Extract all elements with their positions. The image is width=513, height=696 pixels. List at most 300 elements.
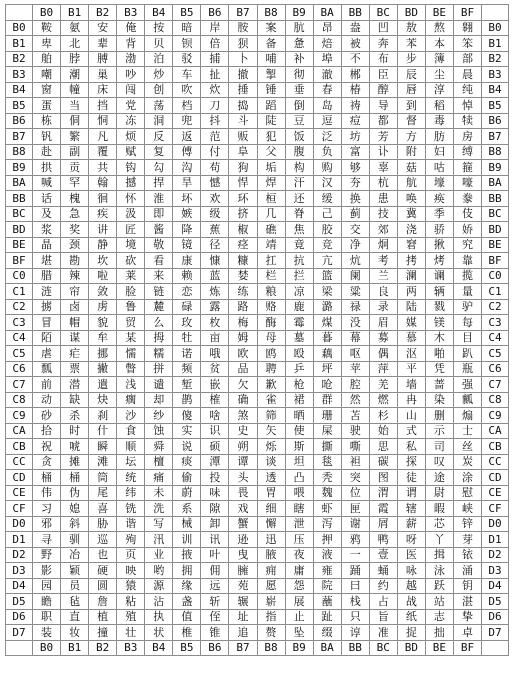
character-cell: 患: [369, 191, 397, 207]
table-row: [6, 206, 509, 222]
character-cell: 只: [341, 609, 369, 625]
table-row: [6, 113, 509, 129]
character-cell: 圆: [89, 578, 117, 594]
character-cell: 级: [201, 206, 229, 222]
character-cell: 系: [173, 501, 201, 517]
character-cell: 歉: [257, 377, 285, 393]
character-cell: 桶: [33, 470, 61, 486]
character-cell: 瞻: [33, 594, 61, 610]
character-cell: 豢: [453, 191, 481, 207]
character-cell: 殴: [285, 346, 313, 362]
character-cell: 庸: [285, 563, 313, 579]
character-cell: 突: [341, 470, 369, 486]
row-header-right: D6: [482, 609, 509, 625]
character-cell: 刹: [89, 408, 117, 424]
column-header: B0: [33, 640, 61, 656]
character-cell: 慕: [397, 330, 425, 346]
character-cell: 驴: [453, 299, 481, 315]
character-cell: 饭: [285, 129, 313, 145]
character-cell: 霞: [369, 501, 397, 517]
character-cell: 补: [285, 51, 313, 67]
row-header-right: BF: [482, 253, 509, 269]
character-cell: 犯: [257, 129, 285, 145]
character-cell: 晨: [453, 67, 481, 83]
row-header-left: B7: [6, 129, 33, 145]
table-row: [6, 485, 509, 501]
character-cell: 闯: [117, 82, 145, 98]
character-cell: 途: [425, 470, 453, 486]
column-header: B2: [89, 5, 117, 21]
character-cell: 潭: [201, 454, 229, 470]
character-cell: 阜: [229, 144, 257, 160]
character-cell: 渭: [369, 485, 397, 501]
character-cell: 燃: [369, 392, 397, 408]
table-row: [6, 268, 509, 284]
character-cell: 煞: [229, 408, 257, 424]
character-cell: 窘: [397, 237, 425, 253]
character-cell: 彻: [285, 67, 313, 83]
character-cell: 壹: [369, 547, 397, 563]
character-cell: 缓: [313, 191, 341, 207]
column-header-row-bottom: [6, 640, 509, 656]
column-header: BE: [425, 5, 453, 21]
character-cell: 坪: [313, 361, 341, 377]
character-cell: 垢: [257, 160, 285, 176]
character-cell: 枪: [285, 377, 313, 393]
character-cell: 志: [425, 609, 453, 625]
character-cell: 岸: [201, 20, 229, 36]
character-cell: 犊: [453, 113, 481, 129]
character-cell: 谴: [145, 377, 173, 393]
table-row: [6, 299, 509, 315]
character-cell: 喜: [89, 501, 117, 517]
character-cell: 到: [397, 98, 425, 114]
table-row: [6, 98, 509, 114]
character-cell: 嘶: [341, 439, 369, 455]
character-cell: 墓: [285, 330, 313, 346]
character-cell: 繁: [61, 129, 89, 145]
character-cell: 挤: [229, 206, 257, 222]
character-cell: 蓟: [341, 206, 369, 222]
row-header-right: D2: [482, 547, 509, 563]
character-cell: 帘: [61, 284, 89, 300]
character-cell: 筒: [89, 470, 117, 486]
character-cell: 源: [145, 578, 173, 594]
character-cell: 烦: [117, 129, 145, 145]
character-cell: 薪: [397, 516, 425, 532]
character-cell: 还: [285, 191, 313, 207]
character-cell: 汲: [117, 206, 145, 222]
character-cell: 靖: [257, 237, 285, 253]
character-cell: 沤: [397, 346, 425, 362]
character-cell: 汛: [145, 532, 173, 548]
table-row: [6, 237, 509, 253]
character-cell: 备: [257, 36, 285, 52]
table-row: [6, 470, 509, 486]
character-cell: 纬: [117, 485, 145, 501]
character-cell: 澈: [313, 67, 341, 83]
character-cell: 沾: [145, 594, 173, 610]
character-cell: 邪: [33, 516, 61, 532]
character-cell: 辆: [425, 284, 453, 300]
table-row: [6, 625, 509, 641]
character-cell: 缺: [61, 392, 89, 408]
character-cell: 案: [257, 20, 285, 36]
character-cell: 麓: [145, 299, 173, 315]
character-cell: 按: [145, 20, 173, 36]
character-cell: 傻: [173, 408, 201, 424]
row-header-right: B6: [482, 113, 509, 129]
character-cell: 赖: [173, 268, 201, 284]
character-cell: 懦: [117, 346, 145, 362]
character-cell: 械: [173, 516, 201, 532]
character-cell: 蛹: [369, 563, 397, 579]
character-cell: 鲁: [117, 299, 145, 315]
character-cell: 枚: [201, 315, 229, 331]
character-cell: 殉: [117, 532, 145, 548]
character-cell: 敖: [397, 20, 425, 36]
row-header-left: D3: [6, 563, 33, 579]
character-cell: 裙: [285, 392, 313, 408]
table-row: [6, 454, 509, 470]
column-header-row-top: [6, 5, 509, 21]
column-header: B3: [117, 5, 145, 21]
character-cell: 掳: [33, 299, 61, 315]
character-cell: 倒: [285, 98, 313, 114]
character-cell: 瞥: [117, 361, 145, 377]
character-cell: 曰: [341, 578, 369, 594]
row-header-right: D3: [482, 563, 509, 579]
character-cell: 竟: [285, 237, 313, 253]
character-cell: 杉: [369, 408, 397, 424]
row-header-right: C6: [482, 361, 509, 377]
character-cell: 指: [257, 609, 285, 625]
character-cell: 旨: [369, 609, 397, 625]
character-cell: 撤: [229, 67, 257, 83]
table-row: [6, 222, 509, 238]
character-cell: 胁: [89, 516, 117, 532]
character-cell: 淮: [145, 191, 173, 207]
character-cell: 莱: [117, 268, 145, 284]
row-header-left: BF: [6, 253, 33, 269]
character-cell: 浅: [117, 377, 145, 393]
table-row: [6, 594, 509, 610]
character-cell: 床: [89, 82, 117, 98]
column-header: BC: [369, 640, 397, 656]
character-cell: 锌: [453, 516, 481, 532]
row-header-right: CE: [482, 485, 509, 501]
character-cell: 航: [397, 175, 425, 191]
character-cell: 构: [285, 160, 313, 176]
character-cell: 潞: [313, 299, 341, 315]
character-cell: 动: [33, 392, 61, 408]
character-cell: 实: [173, 423, 201, 439]
column-header: BB: [341, 640, 369, 656]
character-cell: 园: [33, 578, 61, 594]
character-cell: 徒: [397, 470, 425, 486]
character-cell: 壮: [117, 625, 145, 641]
row-header-right: C4: [482, 330, 509, 346]
character-cell: 缚: [453, 144, 481, 160]
character-cell: 埠: [313, 51, 341, 67]
character-cell: 净: [341, 237, 369, 253]
character-cell: 恋: [173, 284, 201, 300]
character-cell: 壕: [425, 175, 453, 191]
character-cell: 瞬: [89, 439, 117, 455]
character-cell: 看: [145, 253, 173, 269]
character-cell: 亢: [313, 253, 341, 269]
character-cell: 拷: [397, 253, 425, 269]
character-cell: 羌: [369, 377, 397, 393]
character-cell: 郊: [369, 222, 397, 238]
character-cell: 够: [341, 160, 369, 176]
character-cell: 沟: [173, 160, 201, 176]
character-cell: 脊: [285, 206, 313, 222]
character-cell: 椒: [229, 222, 257, 238]
character-cell: 副: [61, 144, 89, 160]
character-cell: 欠: [229, 377, 257, 393]
character-cell: 痉: [229, 237, 257, 253]
character-cell: 识: [201, 423, 229, 439]
character-cell: 栏: [257, 268, 285, 284]
character-cell: 烤: [425, 253, 453, 269]
character-cell: 炯: [369, 237, 397, 253]
character-cell: 萍: [369, 361, 397, 377]
character-cell: 腋: [257, 547, 285, 563]
character-cell: 讲: [89, 222, 117, 238]
character-cell: 赘: [257, 625, 285, 641]
character-cell: 冻: [117, 113, 145, 129]
character-cell: 味: [201, 485, 229, 501]
character-cell: 桶: [61, 470, 89, 486]
character-cell: 袒: [341, 454, 369, 470]
character-cell: 映: [117, 563, 145, 579]
character-cell: 不: [341, 51, 369, 67]
character-cell: 蕉: [201, 222, 229, 238]
character-cell: 淳: [425, 82, 453, 98]
character-cell: 偶: [369, 346, 397, 362]
character-cell: 职: [33, 609, 61, 625]
character-cell: 驶: [341, 423, 369, 439]
character-cell: 冉: [397, 392, 425, 408]
character-cell: 示: [425, 423, 453, 439]
row-header-right: CF: [482, 501, 509, 517]
character-cell: 唇: [397, 82, 425, 98]
character-cell: 碳: [369, 454, 397, 470]
character-cell: 狈: [229, 36, 257, 52]
character-cell: 头: [229, 470, 257, 486]
character-cell: 讣: [369, 144, 397, 160]
column-header: B9: [285, 5, 313, 21]
character-cell: 每: [453, 315, 481, 331]
character-cell: 鹿: [285, 299, 313, 315]
character-cell: 卜: [229, 51, 257, 67]
character-cell: 沙: [117, 408, 145, 424]
character-cell: 潜: [61, 377, 89, 393]
table-row: [6, 361, 509, 377]
character-cell: 稻: [425, 98, 453, 114]
character-cell: 骄: [425, 222, 453, 238]
character-cell: 潮: [61, 67, 89, 83]
row-header-left: C4: [6, 330, 33, 346]
character-cell: 醇: [369, 82, 397, 98]
character-cell: 悍: [229, 175, 257, 191]
character-cell: 咕: [425, 160, 453, 176]
character-cell: 毒: [425, 113, 453, 129]
character-cell: 父: [257, 144, 285, 160]
row-header-right: C5: [482, 346, 509, 362]
row-header-left: C1: [6, 284, 33, 300]
column-header: B1: [61, 5, 89, 21]
character-cell: 夯: [341, 175, 369, 191]
character-cell: 迅: [257, 532, 285, 548]
character-cell: 盏: [173, 594, 201, 610]
character-cell: 私: [397, 439, 425, 455]
character-cell: 司: [425, 439, 453, 455]
character-cell: 话: [33, 191, 61, 207]
row-header-left: B6: [6, 113, 33, 129]
character-cell: 钡: [173, 36, 201, 52]
gb2312-character-table: [5, 4, 509, 656]
character-cell: 抗: [285, 253, 313, 269]
character-cell: 赋: [117, 144, 145, 160]
character-cell: 导: [369, 98, 397, 114]
character-cell: 前: [33, 377, 61, 393]
character-cell: 苑: [229, 578, 257, 594]
character-cell: 趾: [313, 609, 341, 625]
character-cell: 晶: [33, 237, 61, 253]
character-cell: 蛋: [33, 98, 61, 114]
character-cell: 兜: [173, 113, 201, 129]
character-cell: 屎: [313, 423, 341, 439]
character-cell: 鸭: [369, 532, 397, 548]
character-cell: 缀: [313, 625, 341, 641]
character-cell: 锥: [201, 625, 229, 641]
character-cell: 敬: [145, 237, 173, 253]
character-cell: 虾: [313, 501, 341, 517]
row-header-left: D4: [6, 578, 33, 594]
character-cell: 逊: [229, 532, 257, 548]
character-cell: 媒: [397, 315, 425, 331]
column-header: B0: [33, 5, 61, 21]
character-cell: 附: [397, 144, 425, 160]
character-cell: 卑: [33, 36, 61, 52]
character-cell: 本: [425, 36, 453, 52]
character-cell: 欧: [229, 346, 257, 362]
character-cell: 泻: [313, 516, 341, 532]
row-header-left: BA: [6, 175, 33, 191]
row-header-left: CE: [6, 485, 33, 501]
character-cell: 翱: [453, 20, 481, 36]
character-cell: 粮: [257, 284, 285, 300]
character-cell: 愿: [257, 578, 285, 594]
table-row: [6, 439, 509, 455]
character-cell: 战: [397, 594, 425, 610]
character-cell: 禄: [341, 299, 369, 315]
column-header: BB: [341, 5, 369, 21]
character-cell: 屑: [369, 516, 397, 532]
character-cell: 揪: [425, 237, 453, 253]
character-cell: 痰: [173, 454, 201, 470]
character-cell: 煤: [313, 315, 341, 331]
character-cell: 募: [369, 330, 397, 346]
corner-cell-bottom-left: [6, 640, 33, 656]
row-header-right: C1: [482, 284, 509, 300]
character-cell: 幕: [341, 330, 369, 346]
character-cell: 斜: [61, 516, 89, 532]
row-header-right: D0: [482, 516, 509, 532]
character-cell: 榷: [201, 392, 229, 408]
character-cell: 斯: [285, 439, 313, 455]
table-row: [6, 160, 509, 176]
character-cell: 冶: [61, 547, 89, 563]
character-cell: 篮: [313, 268, 341, 284]
character-cell: 痪: [425, 191, 453, 207]
character-cell: 习: [33, 501, 61, 517]
character-cell: 凸: [285, 470, 313, 486]
character-cell: 挚: [453, 609, 481, 625]
character-cell: 链: [145, 284, 173, 300]
character-cell: 群: [313, 392, 341, 408]
character-cell: 涂: [453, 470, 481, 486]
corner-cell-top-right: [482, 5, 509, 21]
row-header-right: BE: [482, 237, 509, 253]
character-cell: 都: [369, 113, 397, 129]
character-cell: 焙: [313, 36, 341, 52]
row-header-right: BC: [482, 206, 509, 222]
character-cell: 帽: [61, 315, 89, 331]
column-header: B1: [61, 640, 89, 656]
character-cell: 巢: [89, 67, 117, 83]
character-cell: 占: [369, 594, 397, 610]
character-cell: 影: [33, 563, 61, 579]
character-cell: 几: [257, 206, 285, 222]
character-cell: 考: [369, 253, 397, 269]
character-cell: 腔: [341, 377, 369, 393]
character-cell: 统: [117, 470, 145, 486]
row-header-right: B3: [482, 67, 509, 83]
character-cell: 被: [341, 36, 369, 52]
row-header-right: D5: [482, 594, 509, 610]
character-cell: 当: [61, 98, 89, 114]
row-header-right: C0: [482, 268, 509, 284]
character-cell: 追: [229, 625, 257, 641]
character-cell: 泳: [425, 563, 453, 579]
character-cell: 毡: [61, 594, 89, 610]
character-cell: 烁: [257, 439, 285, 455]
character-cell: 远: [201, 578, 229, 594]
character-cell: 鸦: [341, 532, 369, 548]
character-cell: 酶: [257, 315, 285, 331]
character-cell: 档: [173, 98, 201, 114]
row-header-right: B8: [482, 144, 509, 160]
character-cell: 交: [341, 222, 369, 238]
character-cell: 汉: [313, 175, 341, 191]
character-cell: 顺: [117, 439, 145, 455]
character-cell: 范: [201, 129, 229, 145]
character-cell: 平: [397, 361, 425, 377]
row-header-right: C8: [482, 392, 509, 408]
character-cell: 覆: [89, 144, 117, 160]
character-cell: 锤: [257, 82, 285, 98]
column-header: B4: [145, 5, 173, 21]
column-header: BE: [425, 640, 453, 656]
character-cell: 撞: [89, 625, 117, 641]
table-row: [6, 578, 509, 594]
character-cell: 槐: [61, 191, 89, 207]
character-cell: 植: [89, 609, 117, 625]
row-header-right: C2: [482, 299, 509, 315]
